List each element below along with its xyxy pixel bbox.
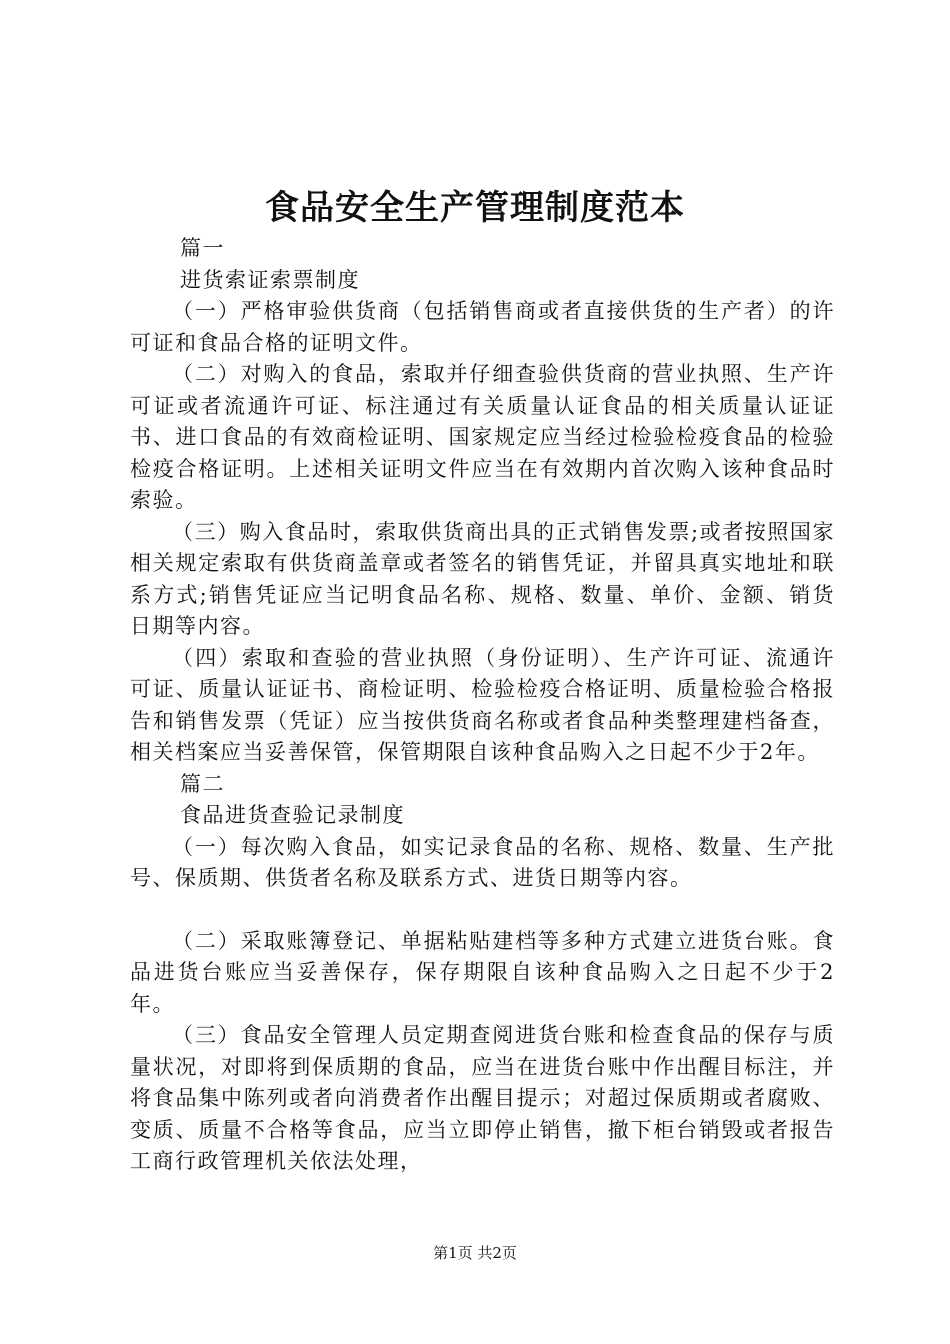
section-2-heading: 食品进货查验记录制度 bbox=[180, 803, 405, 827]
section-1-heading: 进货索证索票制度 bbox=[180, 267, 360, 292]
section-2-paragraph-2: （二）采取账簿登记、单据粘贴建档等多种方式建立进货台账。食品进货台账应当妥善保存，保存期限自该种食品购入之日起不少于2年。 bbox=[130, 928, 835, 1016]
section-2-paragraph-3: （三）食品安全管理人员定期查阅进货台账和检查食品的保存与质量状况，对即将到保质期的食品，应当在进货台账中作出醒目标注，并将食品集中陈列或者向消费者作出醒目提示；对超过保质期或者腐败、变质、质量不合格等食品，应当立即停止销售，撤下柜台销毁或者报告工商行政管理机关依法处理， bbox=[130, 1023, 835, 1173]
section-1-paragraph-4: （四）索取和查验的营业执照（身份证明）、生产许可证、流通许可证、质量认证证书、商检证明、检验检疫合格证明、质量检验合格报告和销售发票（凭证）应当按供货商名称或者食品种类整理建档备查，相关档案应当妥善保管，保管期限自该种食品购入之日起不少于2年。 bbox=[130, 645, 835, 764]
section-2-paragraph-1: （一）每次购入食品，如实记录食品的名称、规格、数量、生产批号、保质期、供货者名称及联系方式、进货日期等内容。 bbox=[130, 834, 835, 890]
page-footer: 第1页 共2页 bbox=[433, 1244, 517, 1262]
section-1-paragraph-3: （三）购入食品时，索取供货商出具的正式销售发票;或者按照国家相关规定索取有供货商盖章或者签名的销售凭证，并留具真实地址和联系方式;销售凭证应当记明食品名称、规格、数量、单价、金额、销货日期等内容。 bbox=[130, 519, 835, 638]
section-1-paragraph-2: （二）对购入的食品，索取并仔细查验供货商的营业执照、生产许可证或者流通许可证、标注通过有关质量认证食品的相关质量认证证书、进口食品的有效商检证明、国家规定应当经过检验检疫食品的检验检疫合格证明。上述相关证明文件应当在有效期内首次购入该种食品时索验。 bbox=[130, 362, 835, 512]
section-1-label: 篇一 bbox=[180, 236, 225, 260]
section-2-label: 篇二 bbox=[180, 771, 225, 796]
document-body bbox=[130, 233, 835, 1178]
section-1-paragraph-1: （一）严格审验供货商（包括销售商或者直接供货的生产者）的许可证和食品合格的证明文件。 bbox=[130, 299, 835, 355]
document-title: 食品安全生产管理制度范本 bbox=[265, 188, 685, 228]
